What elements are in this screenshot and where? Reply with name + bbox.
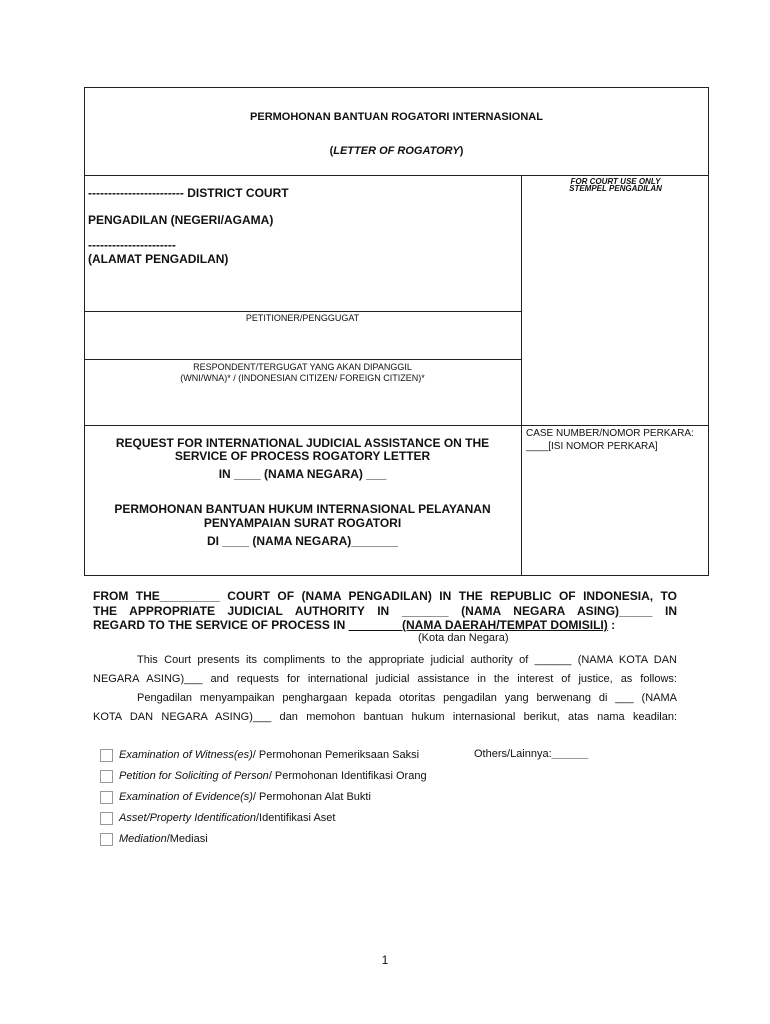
option-witness-text: / Permohonan Pemeriksaan Saksi: [252, 749, 420, 761]
option-mediation: [119, 833, 208, 845]
person-checkbox[interactable]: [100, 770, 113, 783]
request-id-line1: PERMOHONAN BANTUAN HUKUM INTERNASIONAL PELAYANAN: [114, 502, 491, 516]
form-title: PERMOHONAN BANTUAN ROGATORI INTERNASIONAL: [250, 111, 543, 123]
option-mediation-italic: Mediation: [119, 833, 167, 845]
option-evidence-italic: Examination of Evidence(s): [119, 791, 253, 803]
from-domicile: ________(NAMA DAERAH/TEMPAT DOMISILI): [348, 618, 608, 632]
court-stamp-label: STEMPEL PENGADILAN: [569, 184, 662, 193]
from-line3-colon: :: [607, 618, 616, 632]
court-use-divider: [521, 175, 522, 576]
page-number: 1: [381, 953, 389, 967]
option-asset-text: /Identifikasi Aset: [255, 812, 336, 824]
district-court-line: ------------------------ DISTRICT COURT: [88, 186, 289, 200]
request-id-line3: DI ____ (NAMA NEGARA)_______: [207, 534, 398, 548]
from-line3-text: REGARD TO THE SERVICE OF PROCESS IN: [93, 618, 349, 632]
option-asset: [119, 812, 335, 824]
request-en-line1: REQUEST FOR INTERNATIONAL JUDICIAL ASSISTANCE ON THE: [115, 436, 490, 450]
option-evidence: [119, 791, 371, 803]
subtitle-italic: LETTER OF ROGATORY: [333, 145, 460, 157]
respondent-label: RESPONDENT/TERGUGAT YANG AKAN DIPANGGIL: [193, 362, 412, 372]
request-en-line3: IN ____ (NAMA NEGARA) ___: [218, 467, 387, 481]
title-divider: [84, 175, 709, 176]
paragraph-en-line1: This Court presents its compliments to the appropriate judicial authority of ______ (NAMA KOTA DAN: [137, 654, 677, 666]
from-line2: THE APPROPRIATE JUDICIAL AUTHORITY IN _______ (NAMA NEGARA ASING)_____ IN: [93, 604, 677, 618]
request-divider: [84, 425, 709, 426]
request-en-line2: SERVICE OF PROCESS ROGATORY LETTER: [174, 449, 431, 463]
others-blank: ______: [551, 748, 589, 760]
alamat-label: (ALAMAT PENGADILAN): [88, 252, 229, 266]
mediation-checkbox[interactable]: [100, 833, 113, 846]
paragraph-en-line2: NEGARA ASING)___ and requests for international judicial assistance in the interest of justice, as follows:: [93, 673, 677, 685]
asset-checkbox[interactable]: [100, 812, 113, 825]
petitioner-divider: [84, 359, 521, 360]
case-number-value: ____[ISI NOMOR PERKARA]: [526, 441, 658, 452]
option-person-text: / Permohonan Identifikasi Orang: [268, 770, 427, 782]
paragraph-id-line1: Pengadilan menyampaikan penghargaan kepada otoritas pengadilan yang berwenang di ___ (NAMA: [137, 692, 677, 704]
option-mediation-text: /Mediasi: [166, 833, 208, 845]
city-country-note: (Kota dan Negara): [418, 632, 509, 644]
others-field[interactable]: [474, 748, 588, 760]
option-witness-italic: Examination of Witness(es): [119, 749, 253, 761]
option-evidence-text: / Permohonan Alat Bukti: [252, 791, 371, 803]
request-id-line2: PENYAMPAIAN SURAT ROGATORI: [203, 516, 402, 530]
witness-checkbox[interactable]: [100, 749, 113, 762]
subtitle-open: (: [329, 145, 334, 157]
evidence-checkbox[interactable]: [100, 791, 113, 804]
paragraph-id-line2: KOTA DAN NEGARA ASING)___ dan memohon bantuan hukum internasional berikut, atas nama keadilan:: [93, 711, 677, 723]
option-person: [119, 770, 427, 782]
court-divider: [84, 311, 521, 312]
subtitle-close: ): [459, 145, 464, 157]
option-person-italic: Petition for Soliciting of Person: [119, 770, 269, 782]
from-line3: [93, 618, 615, 632]
from-line1: FROM THE_________ COURT OF (NAMA PENGADILAN) IN THE REPUBLIC OF INDONESIA, TO: [93, 589, 677, 603]
case-number-label: CASE NUMBER/NOMOR PERKARA:: [526, 428, 694, 439]
court-use-label: FOR COURT USE ONLY: [570, 177, 661, 186]
respondent-citizenship: (WNI/WNA)* / (INDONESIAN CITIZEN/ FOREIGN CITIZEN)*: [180, 373, 425, 383]
petitioner-label: PETITIONER/PENGGUGAT: [245, 313, 360, 323]
others-label: Others/Lainnya:: [474, 748, 552, 760]
alamat-dashes: ----------------------: [88, 238, 176, 252]
option-witness: [119, 749, 419, 761]
form-subtitle: [84, 145, 709, 157]
pengadilan-label: PENGADILAN (NEGERI/AGAMA): [88, 213, 274, 227]
option-asset-italic: Asset/Property Identification: [119, 812, 256, 824]
